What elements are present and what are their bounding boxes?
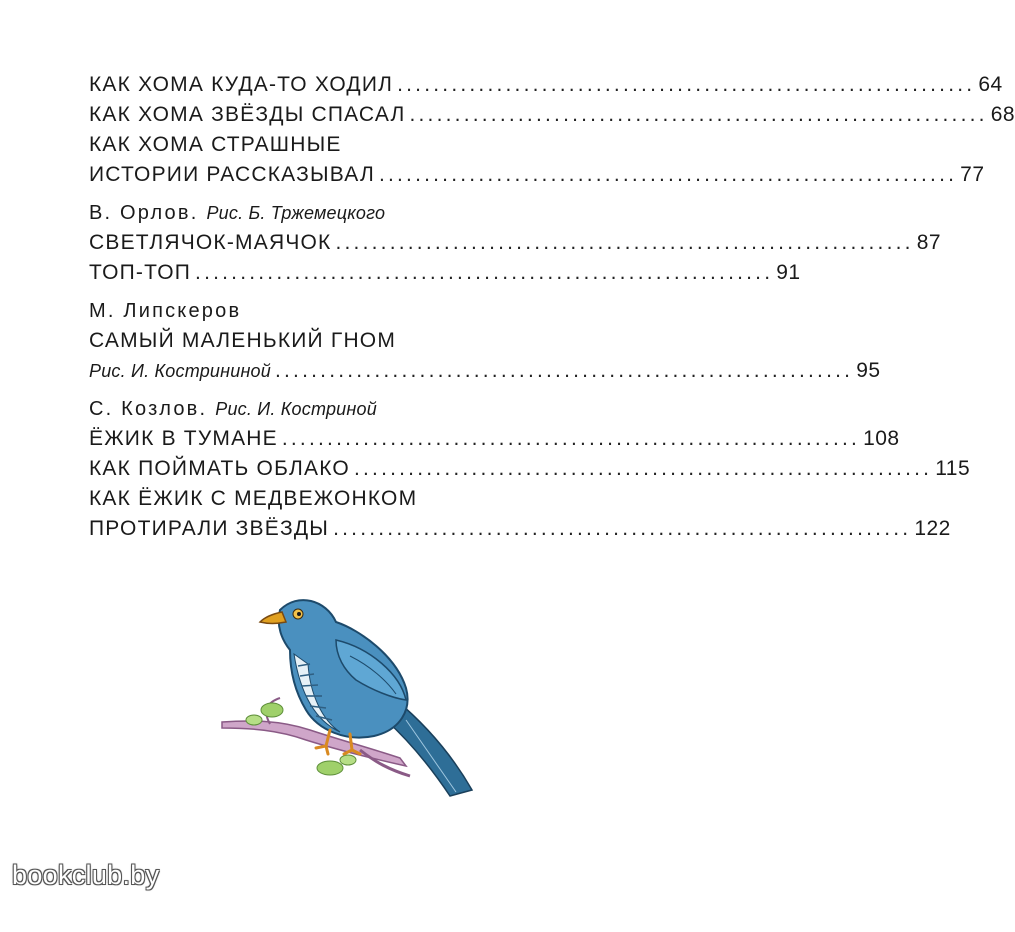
- toc-entry[interactable]: [89, 100, 1015, 130]
- dot-leader: ................................................................: [281, 427, 861, 450]
- toc-entry-page: 91: [776, 261, 801, 284]
- toc-entry[interactable]: [89, 454, 971, 484]
- author-heading: [89, 296, 601, 326]
- toc-entry-title-line1[interactable]: КАК ЁЖИК С МЕДВЕЖОНКОМ: [89, 487, 418, 510]
- illustrator-credit: Рис. И. Костриной: [215, 399, 377, 419]
- dot-leader: ................................................................: [195, 261, 774, 284]
- dot-leader: ................................................................: [397, 73, 976, 96]
- toc-entry-title: КАК ХОМА ЗВЁЗДЫ СПАСАЛ: [89, 103, 406, 126]
- author-name: С. Козлов.: [89, 398, 208, 420]
- toc-entry[interactable]: [89, 514, 951, 544]
- dot-leader: ................................................................: [353, 457, 933, 480]
- illustrator-credit: Рис. И. Кострининой: [89, 361, 271, 381]
- toc-entry[interactable]: [89, 70, 1003, 100]
- dot-leader: ................................................................: [335, 231, 914, 254]
- toc-entry-page: 108: [863, 427, 900, 450]
- toc-entry-title: КАК ПОЙМАТЬ ОБЛАКО: [89, 457, 350, 480]
- toc-entry[interactable]: [89, 258, 801, 288]
- toc-entry-page: 87: [916, 231, 942, 254]
- toc-entry-title: СВЕТЛЯЧОК-МАЯЧОК: [89, 231, 332, 254]
- toc-entry-title[interactable]: САМЫЙ МАЛЕНЬКИЙ ГНОМ: [89, 329, 397, 352]
- toc-entry-page: 115: [935, 457, 971, 480]
- toc-entry-title-line2: ИСТОРИИ РАССКАЗЫВАЛ: [89, 163, 375, 186]
- toc-entry[interactable]: [89, 424, 900, 454]
- toc-entry-title-line1[interactable]: КАК ХОМА СТРАШНЫЕ: [89, 133, 342, 156]
- toc-entry-title: КАК ХОМА КУДА-ТО ХОДИЛ: [89, 73, 394, 96]
- illustrator-credit: Рис. Б. Тржемецкого: [206, 203, 386, 223]
- author-name: В. Орлов.: [89, 202, 199, 224]
- toc-entry-page: 64: [978, 73, 1003, 96]
- toc-entry-page: 77: [960, 163, 985, 186]
- dot-leader: ................................................................: [378, 163, 958, 186]
- table-of-contents: [89, 70, 1015, 544]
- toc-entry-page: 68: [990, 103, 1015, 126]
- toc-entry-title-line2: ПРОТИРАЛИ ЗВЁЗДЫ: [89, 517, 330, 540]
- watermark: bookclub.by: [12, 860, 160, 890]
- dot-leader: ................................................................: [333, 517, 912, 540]
- toc-entry[interactable]: [89, 356, 881, 386]
- dot-leader: ................................................................: [409, 103, 988, 126]
- dot-leader: ................................................................: [274, 359, 854, 382]
- cuckoo-bird-illustration: [210, 570, 500, 810]
- author-name: М. Липскеров: [89, 300, 242, 322]
- author-heading: [89, 394, 601, 424]
- toc-entry-page: 95: [856, 359, 881, 382]
- author-heading: [89, 198, 601, 228]
- toc-entry-title: ТОП-ТОП: [89, 261, 192, 284]
- toc-entry-page: 122: [914, 517, 951, 540]
- toc-entry-title: ЁЖИК В ТУМАНЕ: [89, 427, 278, 450]
- toc-entry[interactable]: [89, 160, 985, 190]
- toc-entry[interactable]: [89, 228, 942, 258]
